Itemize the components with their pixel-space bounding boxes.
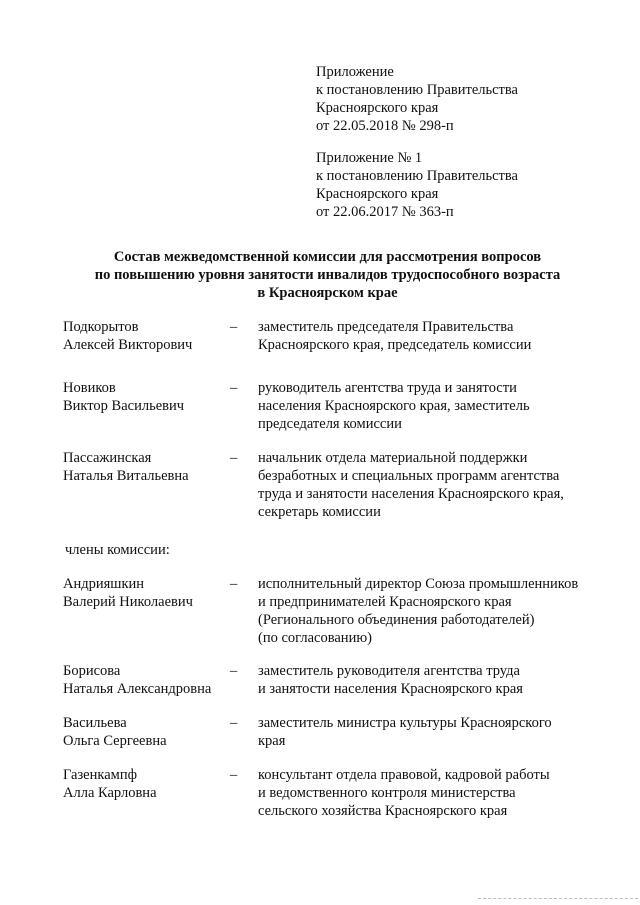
surname: Васильева <box>63 715 127 731</box>
appendix-line: Приложение № 1 <box>316 150 423 166</box>
given-name: Ольга Сергеевна <box>63 733 167 749</box>
document-title <box>40 248 615 302</box>
role-line: консультант отдела правовой, кадровой работы <box>258 767 550 783</box>
members-label: члены комиссии: <box>65 542 170 558</box>
appendix-line: к постановлению Правительства <box>316 82 518 98</box>
role-line: начальник отдела материальной поддержки <box>258 450 528 466</box>
dash-separator: – <box>230 767 238 783</box>
person-name <box>63 575 228 611</box>
given-name: Наталья Александровна <box>63 681 212 697</box>
appendix-line: к постановлению Правительства <box>316 168 518 184</box>
role-line: руководитель агентства труда и занятости <box>258 380 517 396</box>
role-line: населения Красноярского края, заместитель <box>258 398 530 414</box>
surname: Новиков <box>63 380 116 396</box>
given-name: Виктор Васильевич <box>63 398 185 414</box>
person-role <box>258 575 618 647</box>
person-name <box>63 379 228 415</box>
role-line: заместитель председателя Правительства <box>258 319 514 335</box>
person-role <box>258 449 618 521</box>
appendix-header-main <box>316 63 518 135</box>
role-line: и предпринимателей Красноярского края <box>258 594 512 610</box>
person-name <box>63 449 228 485</box>
person-role <box>258 318 618 354</box>
dash-separator: – <box>230 715 238 731</box>
surname: Андрияшкин <box>63 576 145 592</box>
person-name <box>63 318 228 354</box>
title-line: в Красноярском крае <box>257 285 398 301</box>
role-line: сельского хозяйства Красноярского края <box>258 803 508 819</box>
given-name: Наталья Витальевна <box>63 468 189 484</box>
role-line: (Регионального объединения работодателей) <box>258 612 535 628</box>
appendix-line: от 22.06.2017 № 363-п <box>316 204 454 220</box>
role-line: труда и занятости населения Красноярского края, <box>258 486 564 502</box>
person-name <box>63 714 228 750</box>
role-line: (по согласованию) <box>258 630 372 646</box>
dash-separator: – <box>230 576 238 592</box>
appendix-line: Красноярского края <box>316 186 439 202</box>
role-line: заместитель руководителя агентства труда <box>258 663 520 679</box>
given-name: Алла Карловна <box>63 785 157 801</box>
scan-divider <box>478 898 638 900</box>
role-line: председателя комиссии <box>258 416 402 432</box>
appendix-header-one <box>316 149 518 221</box>
person-role <box>258 714 618 750</box>
appendix-line: Красноярского края <box>316 100 439 116</box>
role-line: края <box>258 733 286 749</box>
role-line: и занятости населения Красноярского края <box>258 681 523 697</box>
surname: Газенкампф <box>63 767 137 783</box>
role-line: секретарь комиссии <box>258 504 381 520</box>
person-role <box>258 662 618 698</box>
role-line: Красноярского края, председатель комиссии <box>258 337 532 353</box>
title-line: по повышению уровня занятости инвалидов трудоспособного возраста <box>94 267 561 283</box>
role-line: и ведомственного контроля министерства <box>258 785 516 801</box>
surname: Пассажинская <box>63 450 152 466</box>
surname: Подкорытов <box>63 319 139 335</box>
role-line: безработных и специальных программ агентства <box>258 468 560 484</box>
appendix-line: Приложение <box>316 64 394 80</box>
given-name: Алексей Викторович <box>63 337 193 353</box>
surname: Борисова <box>63 663 121 679</box>
role-line: заместитель министра культуры Красноярского <box>258 715 552 731</box>
given-name: Валерий Николаевич <box>63 594 193 610</box>
dash-separator: – <box>230 380 238 396</box>
person-name <box>63 662 228 698</box>
person-role <box>258 766 618 820</box>
dash-separator: – <box>230 663 238 679</box>
person-name <box>63 766 228 802</box>
dash-separator: – <box>230 319 238 335</box>
dash-separator: – <box>230 450 238 466</box>
person-role <box>258 379 618 433</box>
title-line: Состав межведомственной комиссии для рассмотрения вопросов <box>113 249 542 265</box>
role-line: исполнительный директор Союза промышленников <box>258 576 579 592</box>
appendix-line: от 22.05.2018 № 298-п <box>316 118 454 134</box>
